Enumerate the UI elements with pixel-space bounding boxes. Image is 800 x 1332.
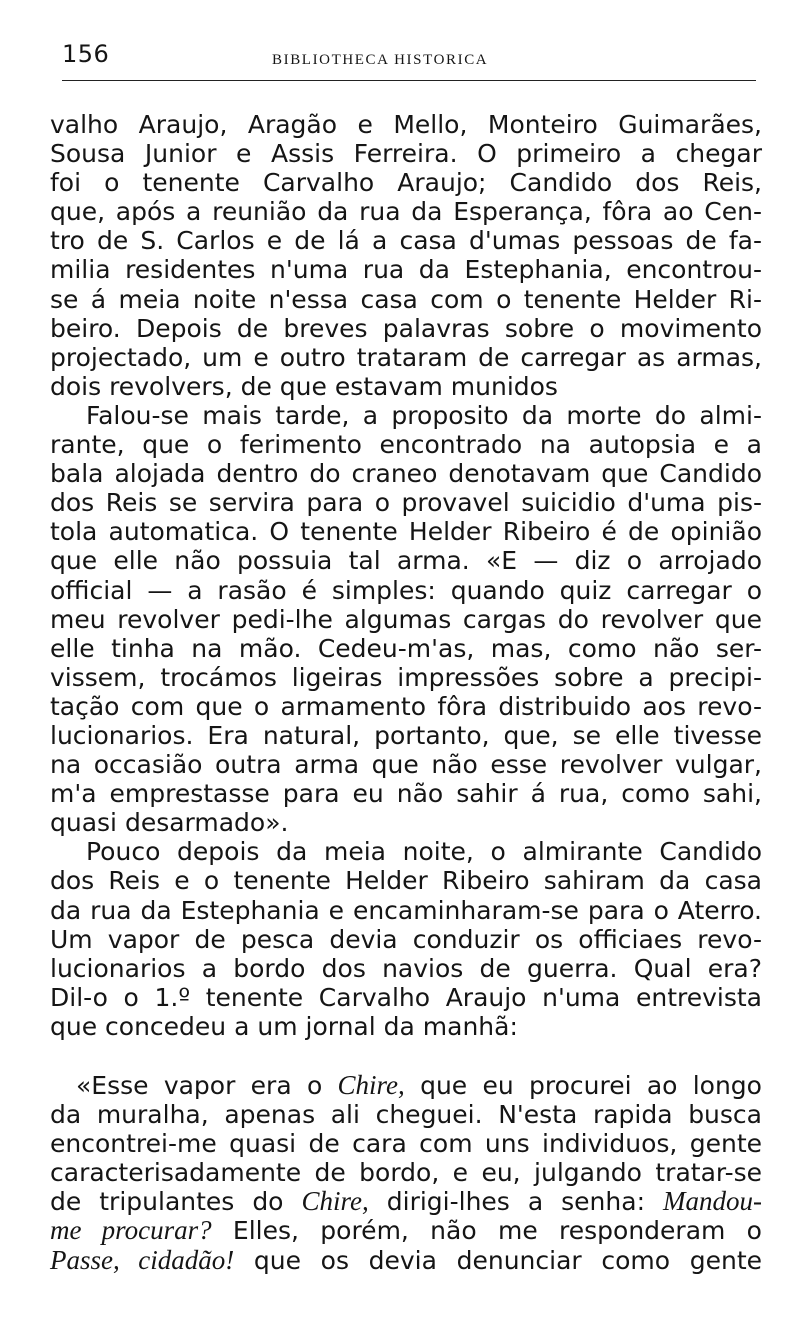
text-line: dos Reis se servira para o provavel suicidio d'uma pis- — [50, 488, 762, 518]
text-line: tola automatica. O tenente Helder Ribeiro é de opinião — [50, 517, 762, 547]
text-line: dois revolvers, de que estavam munidos — [50, 371, 558, 401]
text-line: dos Reis e o tenente Helder Ribeiro sahiram da casa — [50, 866, 762, 896]
password-italic: Mandou- — [663, 1186, 762, 1217]
quote-text: Elles, porém, não me responderam o — [211, 1216, 762, 1246]
quote-text: «Esse vapor era o — [76, 1071, 338, 1100]
password-italic: me procurar? — [50, 1215, 212, 1246]
text-line: se á meia noite n'essa casa com o tenente Helder Ri- — [50, 284, 762, 314]
text-line: vissem, trocámos ligeiras impressões sobre a precipi- — [50, 662, 762, 692]
quote-line — [50, 1216, 762, 1245]
text-line: meu revolver pedi-lhe algumas cargas do revolver que — [50, 604, 762, 634]
text-line: bala alojada dentro do craneo denotavam que Candido — [50, 459, 762, 489]
text-line: beiro. Depois de breves palavras sobre o movimento — [50, 313, 762, 343]
quote-line — [50, 1187, 762, 1216]
text-line: projectado, um e outro trataram de carregar as armas, — [50, 342, 762, 372]
quote-line — [50, 1071, 762, 1100]
text-line: m'a emprestasse para eu não sahir á rua, como sahi, — [50, 779, 762, 809]
paragraph-start: Falou-se mais tarde, a proposito da morte do almi- — [86, 400, 762, 430]
text-line: Dil-o o 1.º tenente Carvalho Araujo n'uma entrevista — [50, 982, 762, 1012]
text-line: que elle não possuia tal arma. «E — diz o arrojado — [50, 546, 762, 576]
quote-line: caracterisadamente de bordo, e eu, julgando tratar-se — [50, 1158, 762, 1188]
text-line: valho Araujo, Aragão e Mello, Monteiro Guimarães, — [50, 110, 762, 139]
paragraph-start: Pouco depois da meia noite, o almirante Candido — [86, 837, 762, 867]
ship-name-italic: Chire, — [337, 1070, 405, 1100]
text-line: official — a rasão é simples: quando quiz carregar o — [50, 575, 762, 605]
quote-text: de tripulantes do — [50, 1187, 302, 1217]
ship-name-italic: Chire, — [301, 1186, 369, 1217]
text-line: Sousa Junior e Assis Ferreira. O primeiro a chegar — [50, 139, 762, 169]
running-title: BIBLIOTHECA HISTORICA — [272, 52, 489, 68]
countersign-italic: Passe, cidadão! — [50, 1244, 235, 1275]
text-line: tro de S. Carlos e de lá a casa d'umas pessoas de fa- — [50, 226, 762, 256]
text-line: lucionarios a bordo dos navios de guerra. Qual era? — [50, 953, 762, 983]
text-line: foi o tenente Carvalho Araujo; Candido dos Reis, — [50, 168, 762, 198]
quote-text: que os devia denunciar como gente — [234, 1245, 763, 1275]
text-line: tação com que o armamento fôra distribuido aos revo- — [50, 691, 762, 721]
page-header — [62, 40, 752, 80]
text-line: quasi desarmado». — [50, 808, 289, 838]
body-text — [50, 110, 762, 1275]
text-line: que, após a reunião da rua da Esperança, fôra ao Cen- — [50, 197, 762, 227]
text-line: na occasião outra arma que não esse revolver vulgar, — [50, 750, 762, 780]
quote-text: que eu procurei ao longo — [404, 1071, 762, 1100]
quote-spacer — [50, 1041, 762, 1071]
quote-line — [50, 1246, 762, 1275]
quote-line: da muralha, apenas ali cheguei. N'esta rapida busca — [50, 1100, 762, 1130]
text-line: lucionarios. Era natural, portanto, que, se elle tivesse — [50, 720, 762, 750]
text-line: milia residentes n'uma rua da Estephania, encontrou- — [50, 255, 762, 285]
text-line: elle tinha na mão. Cedeu-m'as, mas, como não ser- — [50, 633, 762, 663]
text-line: rante, que o ferimento encontrado na autopsia e a — [50, 430, 762, 460]
page-number: 156 — [62, 40, 110, 68]
text-line: que concedeu a um jornal da manhã: — [50, 1011, 518, 1041]
header-rule — [62, 80, 756, 81]
text-line: da rua da Estephania e encaminharam-se para o Aterro. — [50, 895, 762, 925]
quote-line: encontrei-me quasi de cara com uns individuos, gente — [50, 1129, 762, 1159]
quote-text: dirigi-lhes a senha: — [368, 1187, 663, 1217]
text-line: Um vapor de pesca devia conduzir os officiaes revo- — [50, 924, 762, 954]
